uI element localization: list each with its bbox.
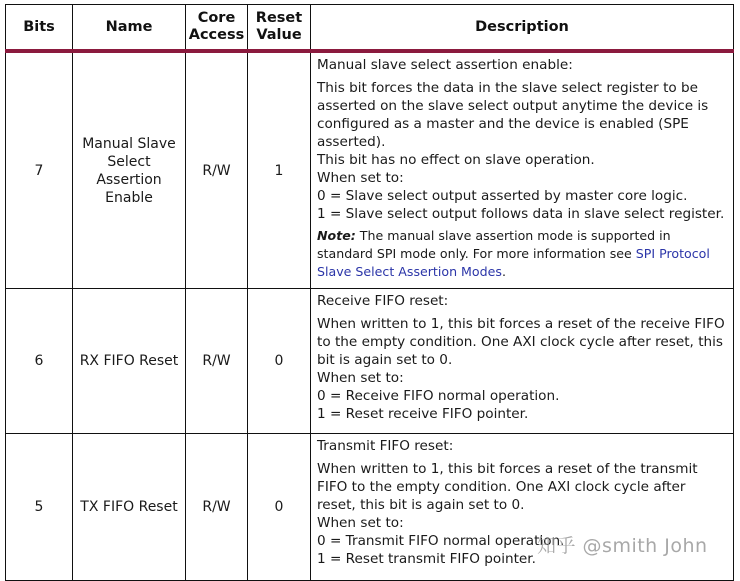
- header-core-access-line2: Access: [188, 27, 245, 43]
- header-reset-value-line2: Value: [256, 27, 302, 43]
- table-header-row: [6, 5, 734, 52]
- cell-bits: 5: [6, 434, 73, 581]
- header-core-access-line1: Core: [197, 10, 236, 26]
- desc-line: When set to:: [317, 515, 404, 531]
- table-row-bit-6: [6, 289, 734, 434]
- header-name: Name: [73, 5, 186, 52]
- watermark: 知乎 @smith John: [537, 535, 708, 557]
- cell-access: R/W: [186, 289, 248, 434]
- desc-line: 0 = Receive FIFO normal operation.: [317, 388, 560, 404]
- desc-line: 0 = Slave select output asserted by master core logic.: [317, 188, 688, 204]
- name-line: Manual Slave: [82, 135, 176, 152]
- cell-reset: 0: [248, 289, 311, 434]
- cell-bits: 6: [6, 289, 73, 434]
- cell-name: TX FIFO Reset: [73, 434, 186, 581]
- desc-line: 1 = Slave select output follows data in slave select register.: [317, 206, 725, 222]
- note-text: The manual slave assertion mode is supported in standard SPI mode only. For more information see: [317, 228, 671, 261]
- desc-line: When written to 1, this bit forces a reset of the transmit FIFO to the empty condition. One AXI clock cycle after reset, this bit is again set to 0.: [317, 461, 698, 513]
- desc-line: This bit has no effect on slave operation.: [317, 152, 595, 168]
- cell-name: RX FIFO Reset: [73, 289, 186, 434]
- table-row-bit-7: [6, 51, 734, 289]
- header-reset-value: [248, 5, 311, 52]
- header-bits: Bits: [6, 5, 73, 52]
- desc-line: 1 = Reset receive FIFO pointer.: [317, 406, 529, 422]
- cell-name: [73, 51, 186, 289]
- header-reset-value-line1: Reset: [255, 10, 303, 26]
- note: [317, 227, 727, 281]
- desc-line: When set to:: [317, 370, 404, 386]
- desc-line: 0 = Transmit FIFO normal operation.: [317, 533, 565, 549]
- spi-protocol-link[interactable]: SPI Protocol Slave Select Assertion Modes: [317, 246, 710, 279]
- note-end: .: [501, 264, 506, 279]
- desc-title: Transmit FIFO reset:: [317, 438, 454, 454]
- name-line: Assertion: [96, 171, 162, 188]
- cell-access: R/W: [186, 51, 248, 289]
- desc-title: Receive FIFO reset:: [317, 293, 449, 309]
- header-core-access: [186, 5, 248, 52]
- cell-description: [311, 51, 734, 289]
- note-label: Note:: [317, 228, 356, 243]
- cell-bits: 7: [6, 51, 73, 289]
- desc-line: 1 = Reset transmit FIFO pointer.: [317, 551, 536, 567]
- table-row-bit-5: [6, 434, 734, 581]
- register-bit-table: [5, 4, 734, 581]
- name-line: Select: [107, 153, 151, 170]
- name-line: Enable: [105, 189, 153, 206]
- desc-line: When written to 1, this bit forces a reset of the receive FIFO to the empty condition. One AXI clock cycle after reset, this bit is again set to 0.: [317, 316, 725, 368]
- cell-reset: 0: [248, 434, 311, 581]
- cell-description: [311, 289, 734, 434]
- header-description: Description: [311, 5, 734, 52]
- desc-title: Manual slave select assertion enable:: [317, 57, 573, 73]
- cell-access: R/W: [186, 434, 248, 581]
- desc-line: When set to:: [317, 170, 404, 186]
- desc-line: This bit forces the data in the slave select register to be asserted on the slave select output anytime the device is configured as a master and the device is enabled (SPE asserted).: [317, 80, 709, 150]
- cell-description: [311, 434, 734, 581]
- cell-reset: 1: [248, 51, 311, 289]
